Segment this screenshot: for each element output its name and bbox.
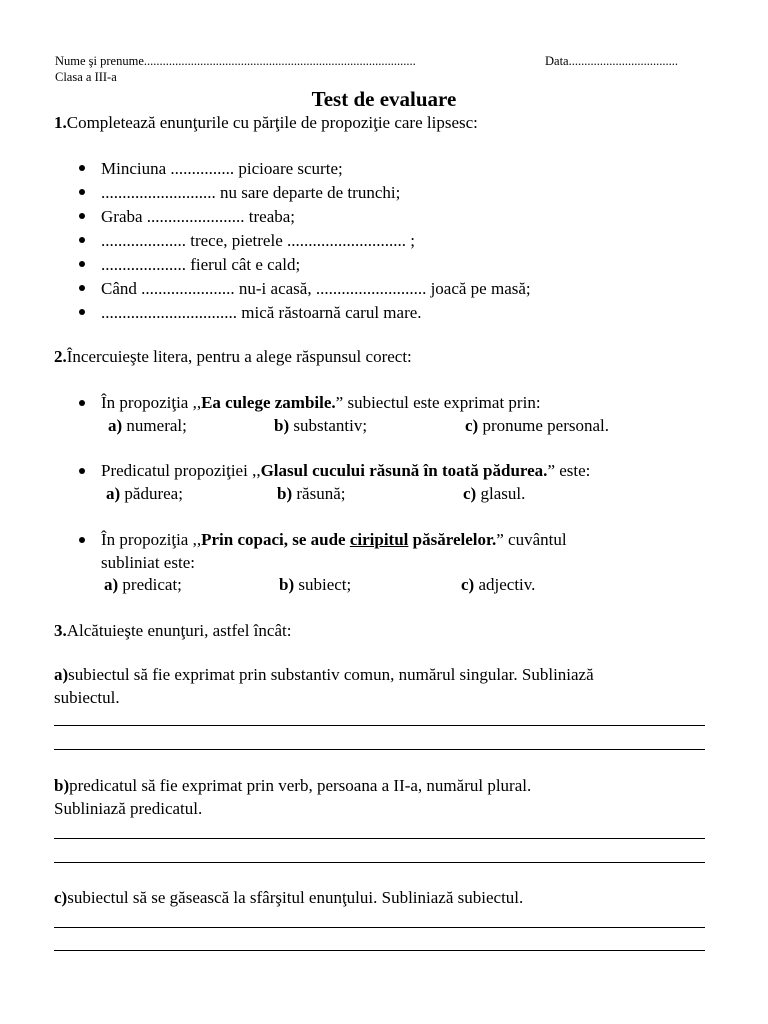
name-label: Nume şi prenume — [55, 54, 144, 68]
q1-item: Minciuna ............... picioare scurte; — [101, 159, 343, 178]
q2-item-2-option-a[interactable] — [106, 484, 183, 504]
option-text: adjectiv. — [474, 575, 536, 594]
option-letter: b) — [277, 484, 293, 503]
q3b-text — [54, 776, 531, 796]
q2-item-2-option-c[interactable] — [463, 484, 525, 504]
q2-item-3-suffix: ” cuvântul — [496, 530, 567, 549]
q3b-line2: Subliniază predicatul. — [54, 799, 203, 818]
option-letter: c) — [465, 416, 479, 435]
class-label: Clasa a III-a — [55, 70, 117, 84]
q2-item-3-option-c[interactable] — [461, 575, 535, 595]
page-title: Test de evaluare — [311, 87, 457, 111]
q2-item-3-question — [101, 530, 567, 550]
bullet-icon — [79, 537, 85, 543]
q2-item-3-sentence — [201, 530, 496, 549]
bullet-icon — [79, 261, 85, 267]
option-text: pădurea; — [120, 484, 183, 503]
q3a-text — [54, 665, 594, 685]
q3b-line1: predicatul să fie exprimat prin verb, persoana a II-a, numărul plural. — [69, 776, 532, 795]
option-letter: c) — [461, 575, 475, 594]
option-letter: a) — [106, 484, 121, 503]
date-dots: ................................... — [568, 54, 678, 68]
answer-line[interactable] — [54, 950, 705, 951]
q2-item-2-option-b[interactable] — [277, 484, 345, 504]
q2-instruction: Încercuieşte litera, pentru a alege răspunsul corect: — [66, 347, 412, 366]
q1-item: Când ...................... nu-i acasă, .......................... joacă pe masă; — [101, 279, 531, 298]
bullet-icon — [79, 468, 85, 474]
bullet-icon — [79, 309, 85, 315]
answer-line[interactable] — [54, 927, 705, 928]
option-text: glasul. — [476, 484, 526, 503]
q2-item-1-prefix: În propoziţia ,, — [101, 393, 202, 412]
bullet-icon — [79, 237, 85, 243]
bullet-icon — [79, 213, 85, 219]
q1-item: ........................... nu sare departe de trunchi; — [101, 183, 401, 202]
q2-item-2-prefix: Predicatul propoziţiei ,, — [101, 461, 261, 480]
option-letter: a) — [104, 575, 119, 594]
q2-item-2-suffix: ” este: — [547, 461, 591, 480]
q2-item-1-option-a[interactable] — [108, 416, 187, 436]
option-text: subiect; — [294, 575, 352, 594]
bullet-icon — [79, 285, 85, 291]
name-dots: ....................................................................................... — [143, 54, 416, 68]
q1-item: ................................ mică răstoarnă carul mare. — [101, 303, 422, 322]
q2-item-3-option-b[interactable] — [279, 575, 351, 595]
option-text: numeral; — [122, 416, 187, 435]
q2-item-3-line2: subliniat este: — [101, 553, 195, 572]
bullet-icon — [79, 189, 85, 195]
underlined-word: ciripitul — [349, 530, 409, 549]
q2-item-1-sentence: Ea culege zambile. — [201, 393, 336, 412]
name-field — [55, 54, 416, 68]
bullet-icon — [79, 165, 85, 171]
option-letter: b) — [274, 416, 290, 435]
q2-item-2-question — [101, 461, 590, 481]
q3c-letter: c) — [54, 888, 68, 907]
q1-item: Graba ....................... treaba; — [101, 207, 296, 226]
option-text: substantiv; — [289, 416, 368, 435]
q1-number: 1. — [54, 113, 67, 132]
q3a-line1: subiectul să fie exprimat prin substantiv comun, numărul singular. Subliniază — [68, 665, 594, 684]
sentence-before: Prin copaci, se aude — [201, 530, 350, 549]
q2-item-1-question — [101, 393, 541, 413]
q3c-text — [54, 888, 523, 908]
date-label: Data — [545, 54, 569, 68]
date-field — [545, 54, 678, 68]
q2-item-3-option-a[interactable] — [104, 575, 182, 595]
q2-item-1-option-c[interactable] — [465, 416, 609, 436]
q3-heading — [54, 621, 291, 641]
q1-item: .................... trece, pietrele ............................ ; — [101, 231, 415, 250]
q2-item-2-sentence: Glasul cucului răsună în toată pădurea. — [260, 461, 548, 480]
answer-line[interactable] — [54, 838, 705, 839]
q1-item: .................... fierul cât e cald; — [101, 255, 301, 274]
option-text: pronume personal. — [478, 416, 609, 435]
q2-heading — [54, 347, 412, 367]
q2-number: 2. — [54, 347, 67, 366]
option-letter: c) — [463, 484, 477, 503]
answer-line[interactable] — [54, 725, 705, 726]
q3b-letter: b) — [54, 776, 70, 795]
q2-item-1-suffix: ” subiectul este exprimat prin: — [335, 393, 541, 412]
q3c-line1: subiectul să se găsească la sfârşitul enunţului. Subliniază subiectul. — [67, 888, 524, 907]
answer-line[interactable] — [54, 749, 705, 750]
option-text: predicat; — [118, 575, 182, 594]
q3-number: 3. — [54, 621, 67, 640]
q3-instruction: Alcătuieşte enunţuri, astfel încât: — [66, 621, 292, 640]
q1-heading — [54, 113, 478, 133]
bullet-icon — [79, 400, 85, 406]
q3a-letter: a) — [54, 665, 69, 684]
q2-item-1-option-b[interactable] — [274, 416, 367, 436]
option-text: răsună; — [292, 484, 346, 503]
q1-instruction: Completează enunţurile cu părţile de propoziţie care lipsesc: — [66, 113, 478, 132]
answer-line[interactable] — [54, 862, 705, 863]
q3a-line2: subiectul. — [54, 688, 120, 707]
option-letter: a) — [108, 416, 123, 435]
q2-item-3-prefix: În propoziţia ,, — [101, 530, 202, 549]
option-letter: b) — [279, 575, 295, 594]
sentence-after: păsărelelor. — [408, 530, 497, 549]
